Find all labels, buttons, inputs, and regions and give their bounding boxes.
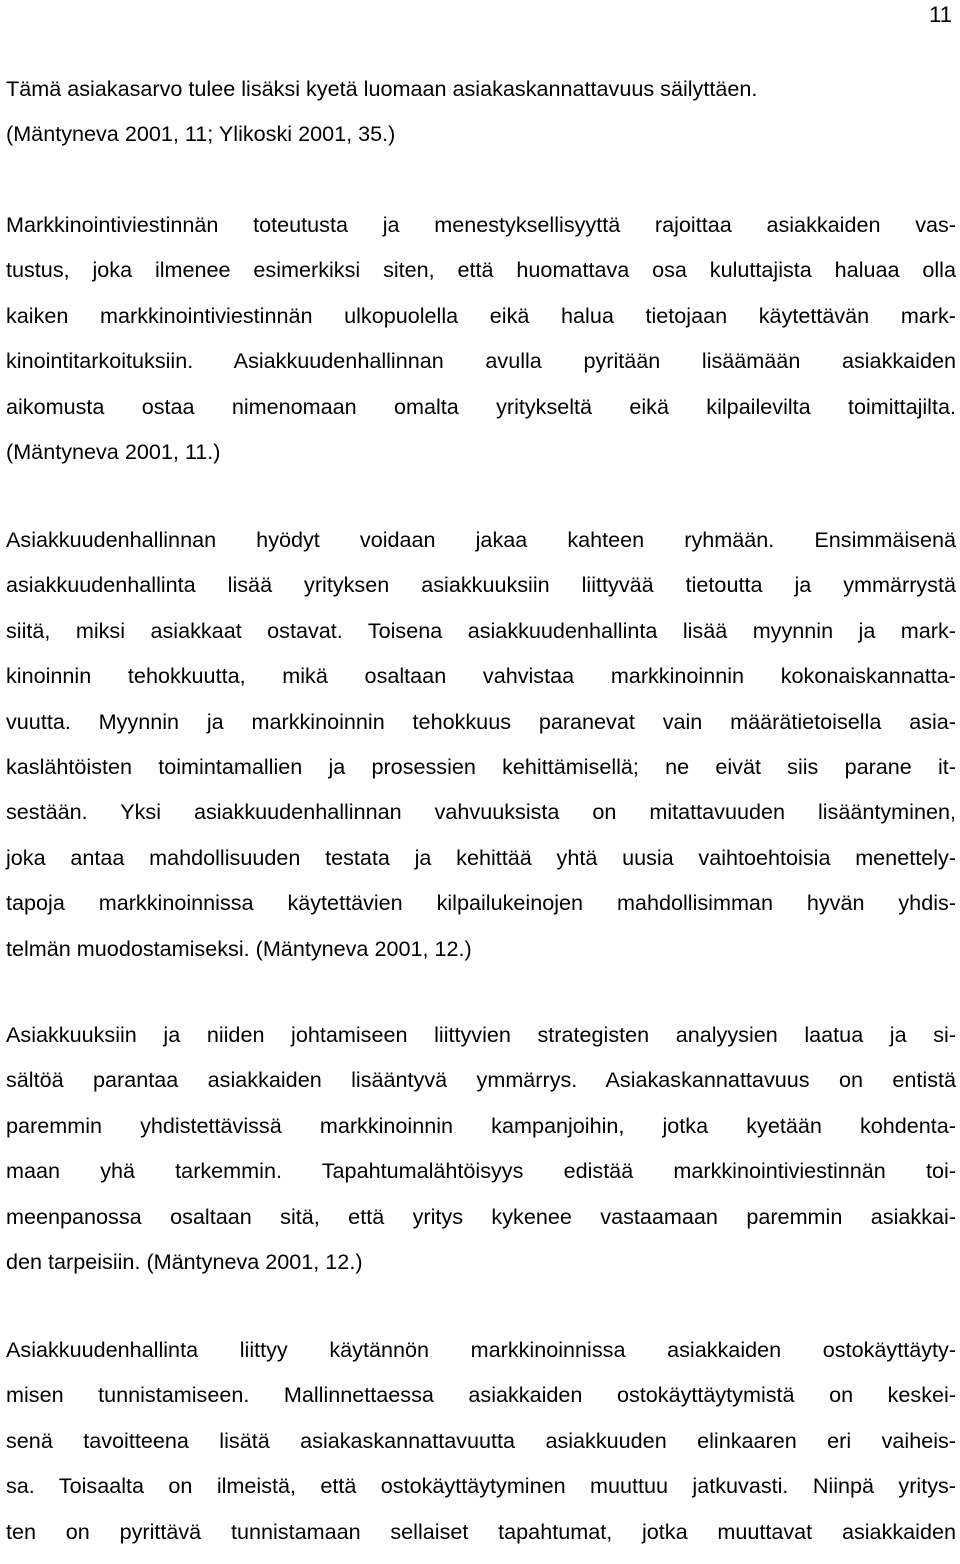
text-line: tapoja markkinoinnissa käytettävien kilpailukeinojen mahdollisimman hyvän yhdis-	[6, 890, 956, 916]
text-line: ten on pyrittävä tunnistamaan sellaiset tapahtumat, jotka muuttavat asiakkaiden	[6, 1518, 956, 1544]
text-line: telmän muodostamiseksi. (Mäntyneva 2001, 12.)	[6, 935, 472, 961]
paragraph-4	[6, 1022, 956, 1294]
text-line: Markkinointiviestinnän toteutusta ja menestyksellisyyttä rajoittaa asiakkaiden vas-	[6, 212, 956, 237]
text-line: Asiakkuudenhallinnan hyödyt voidaan jakaa kahteen ryhmään. Ensimmäisenä	[6, 527, 956, 552]
text-line: kaslähtöisten toimintamallien ja prosessien kehittämisellä; ne eivät siis parane it-	[6, 753, 956, 779]
text-line: paremmin yhdistettävissä markkinoinnin kampanjoihin, jotka kyetään kohdenta-	[6, 1112, 956, 1138]
text-line: misen tunnistamiseen. Mallinnettaessa asiakkaiden ostokäyttäytymistä on keskei-	[6, 1382, 956, 1408]
text-line: vuutta. Myynnin ja markkinoinnin tehokkuus paranevat vain määrätietoisella asia-	[6, 708, 956, 734]
text-line: Asiakkuudenhallinta liittyy käytännön markkinoinnissa asiakkaiden ostokäyttäyty-	[6, 1337, 956, 1362]
text-line: (Mäntyneva 2001, 11; Ylikoski 2001, 35.)	[6, 121, 396, 147]
paragraph-1	[6, 76, 956, 167]
text-line: den tarpeisiin. (Mäntyneva 2001, 12.)	[6, 1248, 363, 1274]
text-line: kinointitarkoituksiin. Asiakkuudenhallinnan avulla pyritään lisäämään asiakkaiden	[6, 348, 956, 374]
text-line: aikomusta ostaa nimenomaan omalta yritykseltä eikä kilpailevilta toimittajilta.	[6, 393, 956, 419]
page-number: 11	[929, 2, 952, 27]
paragraph-3	[6, 527, 956, 981]
text-line: tustus, joka ilmenee esimerkiksi siten, että huomattava osa kuluttajista haluaa olla	[6, 257, 956, 283]
text-line: sestään. Yksi asiakkuudenhallinnan vahvuuksista on mitattavuuden lisääntyminen,	[6, 799, 956, 825]
text-line: joka antaa mahdollisuuden testata ja kehittää yhtä uusia vaihtoehtoisia menettely-	[6, 844, 956, 870]
text-line: kaiken markkinointiviestinnän ulkopuolella eikä halua tietojaan käytettävän mark-	[6, 302, 956, 328]
text-line: Tämä asiakasarvo tulee lisäksi kyetä luomaan asiakaskannattavuus säilyttäen.	[6, 76, 758, 101]
text-line: senä tavoitteena lisätä asiakaskannattavuutta asiakkuuden elinkaaren eri vaiheis-	[6, 1427, 956, 1453]
text-line: sältöä parantaa asiakkaiden lisääntyvä ymmärrys. Asiakaskannattavuus on entistä	[6, 1067, 956, 1093]
text-line: meenpanossa osaltaan sitä, että yritys kykenee vastaamaan paremmin asiakkai-	[6, 1203, 956, 1229]
text-line: sa. Toisaalta on ilmeistä, että ostokäyttäytyminen muuttuu jatkuvasti. Niinpä yritys-	[6, 1473, 956, 1499]
text-line: asiakkuudenhallinta lisää yrityksen asiakkuuksiin liittyvää tietoutta ja ymmärrystä	[6, 572, 956, 598]
text-line: maan yhä tarkemmin. Tapahtumalähtöisyys edistää markkinointiviestinnän toi-	[6, 1158, 956, 1184]
text-line: kinoinnin tehokkuutta, mikä osaltaan vahvistaa markkinoinnin kokonaiskannatta-	[6, 663, 956, 689]
text-line: (Mäntyneva 2001, 11.)	[6, 438, 221, 464]
paragraph-5	[6, 1337, 956, 1564]
text-line: siitä, miksi asiakkaat ostavat. Toisena asiakkuudenhallinta lisää myynnin ja mark-	[6, 617, 956, 643]
text-line: Asiakkuuksiin ja niiden johtamiseen liittyvien strategisten analyysien laatua ja si-	[6, 1022, 956, 1047]
paragraph-2	[6, 212, 956, 484]
